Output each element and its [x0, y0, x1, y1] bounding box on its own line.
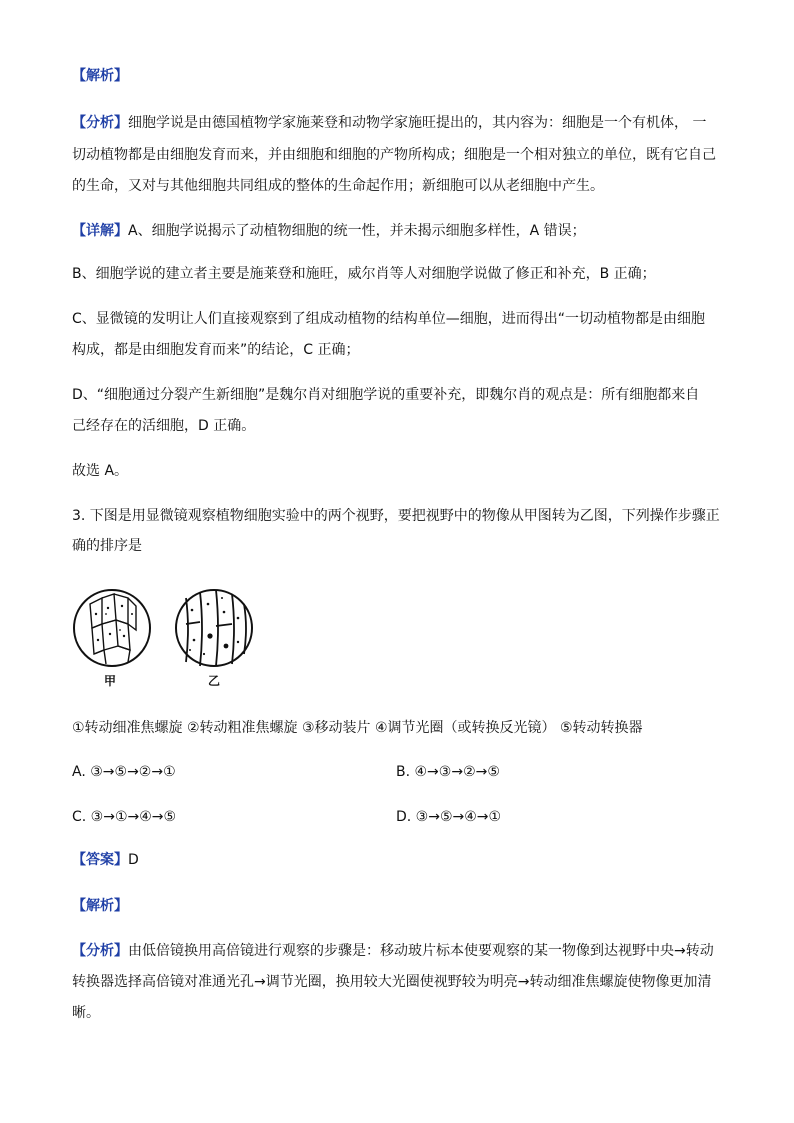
detail-line-b: B、细胞学说的建立者主要是施莱登和施旺，威尔肖等人对细胞学说做了修正和补充，B 正确；: [72, 266, 656, 282]
analysis-paragraph-line: [72, 941, 714, 961]
answer-tag: 【答案】: [72, 852, 128, 868]
microscope-fields-illustration: [72, 584, 272, 694]
option-c: C. ③→①→④→⑤: [72, 809, 177, 825]
detail-line-d1: D、“细胞通过分裂产生新细胞”是魏尔肖对细胞学说的重要补充，即魏尔肖的观点是：所有细胞都来自: [72, 387, 700, 403]
conclusion: 故选 A。: [72, 463, 129, 479]
analysis-text: 晰。: [72, 1005, 100, 1021]
figure-label-yi: 乙: [208, 674, 221, 688]
detail-line-c1: C、显微镜的发明让人们直接观察到了组成动植物的结构单位—细胞，进而得出“一切动植物都是由细胞: [72, 311, 706, 327]
analysis-text: 切动植物都是由细胞发育而来，并由细胞和细胞的产物所构成；细胞是一个相对独立的单位，既有它自己: [72, 147, 716, 163]
answer-line: [72, 850, 139, 870]
microscope-field-figure: [72, 584, 272, 694]
figure-label-jia: 甲: [104, 674, 117, 688]
analysis-text: 由低倍镜换用高倍镜进行观察的步骤是：移动玻片标本使要观察的某一物像到达视野中央→转动: [128, 943, 714, 959]
section-heading-analysis: 【解析】: [72, 898, 128, 914]
analysis-text: 转换器选择高倍镜对准通光孔→调节光圈，换用较大光圈使视野较为明亮→转动细准焦螺旋使物像更加清: [72, 974, 712, 990]
analysis-text: 细胞学说是由德国植物学家施莱登和动物学家施旺提出的，其内容为：细胞是一个有机体， 一: [128, 115, 707, 131]
detail-line-a: [72, 221, 586, 241]
option-a: A. ③→⑤→②→①: [72, 764, 176, 780]
section-heading-analysis: 【解析】: [72, 68, 128, 84]
detail-tag: 【详解】: [72, 223, 128, 239]
analysis-paragraph-line: [72, 113, 706, 133]
answer-value: D: [128, 852, 139, 868]
option-d: D. ③→⑤→④→①: [396, 809, 502, 825]
analysis-tag: 【分析】: [72, 943, 128, 959]
analysis-text: 的生命，又对与其他细胞共同组成的整体的生命起作用；新细胞可以从老细胞中产生。: [72, 178, 604, 194]
detail-line-c2: 构成，都是由细胞发育而来”的结论，C 正确；: [72, 342, 360, 358]
option-b: B. ④→③→②→⑤: [396, 764, 500, 780]
question-3-line: 3. 下图是用显微镜观察植物细胞实验中的两个视野，要把视野中的物像从甲图转为乙图，下列操作步骤正: [72, 508, 720, 524]
detail-line-d2: 己经存在的活细胞，D 正确。: [72, 418, 256, 434]
question-3-line: 确的排序是: [72, 538, 142, 554]
detail-text: A、细胞学说揭示了动植物细胞的统一性，并未揭示细胞多样性，A 错误；: [128, 223, 586, 239]
operation-steps: ①转动细准焦螺旋 ②转动粗准焦螺旋 ③移动装片 ④调节光圈（或转换反光镜） ⑤转动转换器: [72, 720, 643, 736]
analysis-tag: 【分析】: [72, 115, 128, 131]
